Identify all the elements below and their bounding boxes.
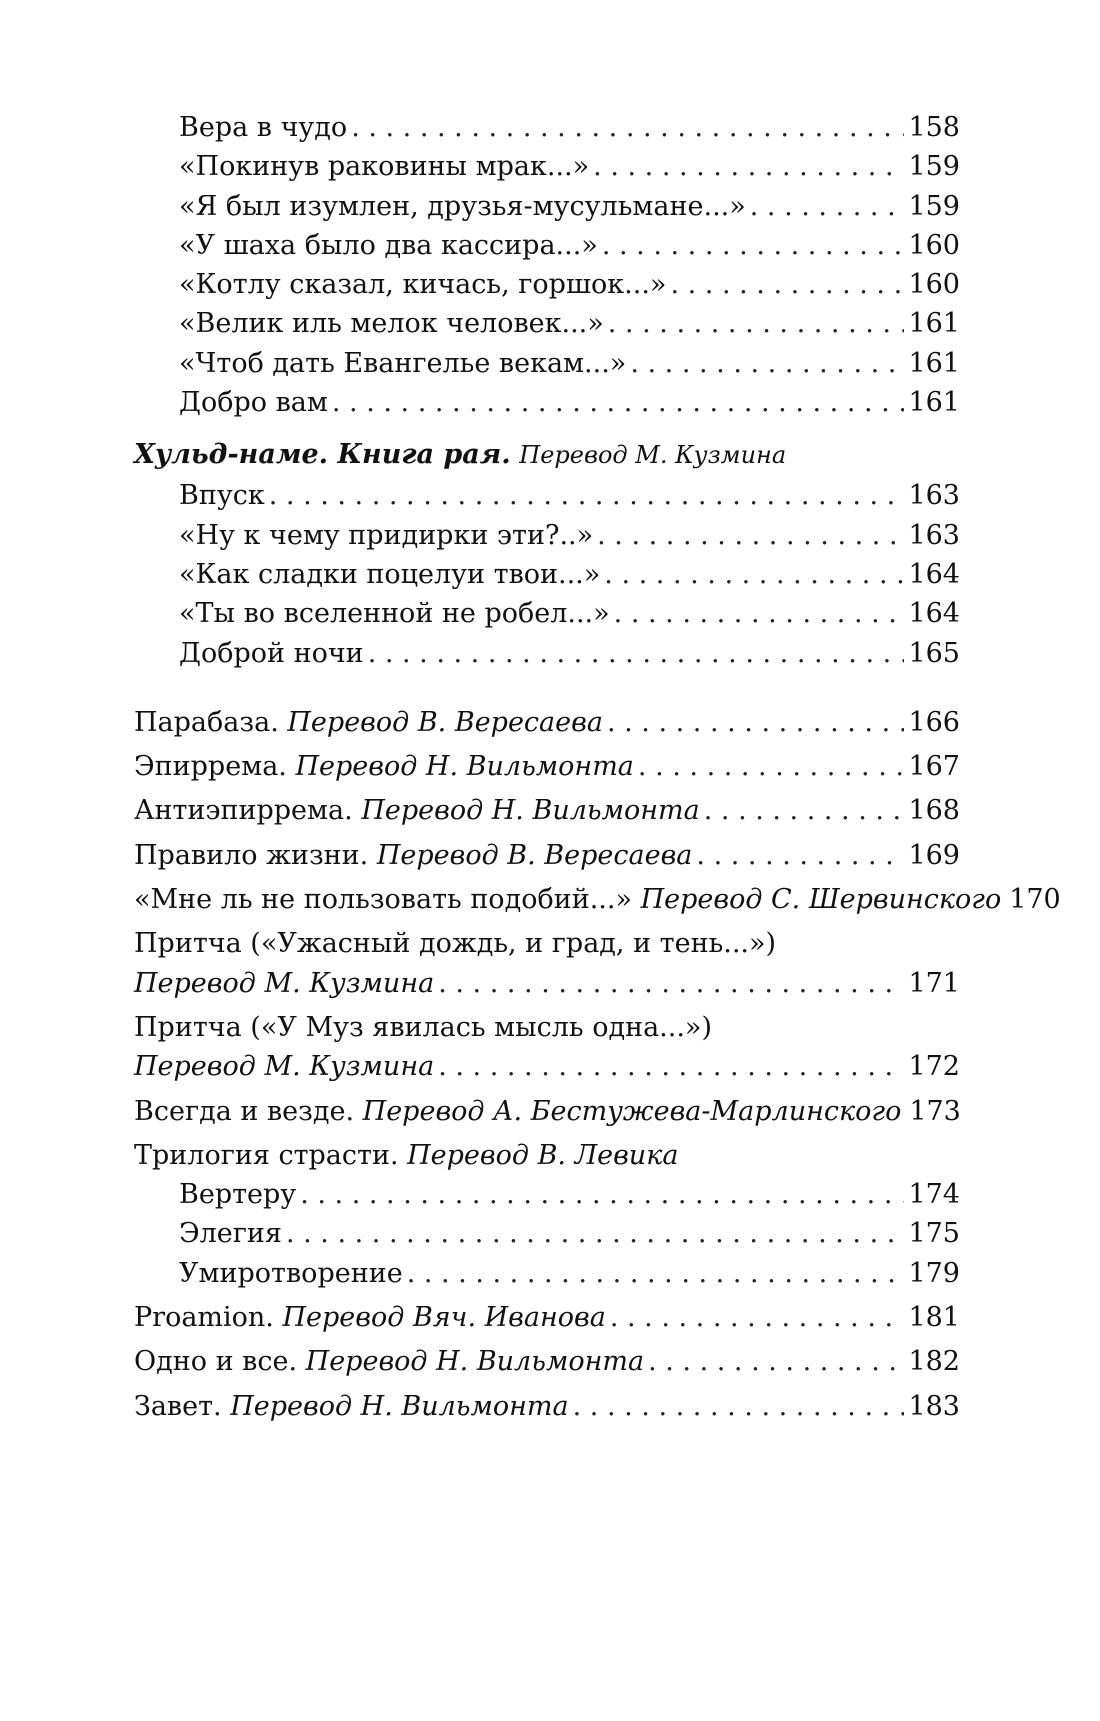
section-title: Хульд-наме. Книга рая. (134, 439, 511, 471)
leader-dots (438, 1047, 904, 1086)
toc-entry-title-line[interactable]: Притча («Ужасный дождь, и град, и тень...») (134, 928, 777, 960)
toc-entry[interactable] (134, 634, 960, 673)
page-number: 158 (908, 112, 960, 143)
toc-entry[interactable] (134, 1047, 960, 1086)
page-number: 159 (908, 190, 960, 222)
entry-title: Вертеру (179, 1179, 297, 1211)
entry-title: Элегия (179, 1218, 282, 1250)
entry-title: «Мне ль не пользовать подобий...» (134, 884, 632, 916)
entry-title: «У шаха было два кассира...» (179, 229, 598, 261)
page-number: 161 (908, 347, 960, 379)
entry-title: Доброй ночи (179, 637, 364, 669)
entry-title: Правило жизни. (134, 839, 369, 871)
leader-dots (750, 187, 905, 226)
toc-entry[interactable] (134, 836, 960, 875)
toc-entry[interactable] (134, 791, 960, 830)
toc-entry[interactable] (134, 147, 960, 186)
toc-entry[interactable] (134, 594, 960, 633)
page-number: 175 (908, 1218, 960, 1250)
page-number: 161 (908, 308, 960, 340)
leader-dots (407, 1254, 905, 1293)
section-title: Трилогия страсти. (134, 1139, 399, 1171)
leader-dots (614, 594, 905, 633)
leader-dots (602, 226, 905, 265)
leader-dots (670, 265, 904, 304)
translator: Перевод Н. Вильмонта (305, 1346, 645, 1378)
page-number: 170 (1009, 884, 1061, 916)
toc-entry[interactable] (134, 304, 960, 343)
toc-entry[interactable] (134, 1092, 960, 1131)
toc-entry-title-line[interactable]: Притча («У Муз явилась мысль одна...») (134, 1011, 712, 1043)
translator: Перевод М. Кузмина (134, 967, 435, 999)
leader-dots (604, 555, 904, 594)
entry-title: «Чтоб дать Евангелье векам...» (179, 347, 627, 379)
leader-dots (438, 964, 904, 1003)
translator: Перевод Н. Вильмонта (295, 751, 634, 783)
translator: Перевод А. Бестужева-Марлинского (362, 1095, 902, 1127)
page-number: 168 (908, 795, 960, 827)
page-number: 161 (908, 387, 960, 419)
leader-dots (593, 147, 904, 186)
entry-title: Эпиррема. (134, 751, 287, 783)
page-number: 172 (908, 1051, 960, 1083)
entry-title: Одно и все. (134, 1346, 298, 1378)
page-number: 166 (908, 706, 960, 738)
entry-title: «Покинув раковины мрак...» (179, 151, 590, 183)
section-heading-khuld (134, 434, 960, 476)
entry-title: Парабаза. (134, 706, 279, 738)
leader-dots (648, 1342, 904, 1381)
page-number: 160 (908, 229, 960, 261)
entry-title: Впуск (179, 480, 265, 512)
leader-dots (696, 836, 904, 875)
page-number: 164 (908, 558, 960, 590)
toc-entry[interactable] (134, 747, 960, 786)
toc-entry[interactable] (134, 1387, 960, 1426)
toc-entry[interactable] (134, 880, 1061, 919)
entry-title: «Ну к чему придирки эти?..» (179, 519, 594, 551)
toc-entry[interactable] (134, 516, 960, 555)
leader-dots (286, 1214, 904, 1253)
page-number: 163 (908, 519, 960, 551)
page-number: 167 (908, 751, 960, 783)
translator: Перевод С. Шервинского (640, 884, 1002, 916)
leader-dots (608, 304, 905, 343)
leader-dots (332, 383, 905, 422)
page-number: 165 (908, 637, 960, 669)
entry-title: Добро вам (179, 387, 328, 419)
entry-title: Завет. (134, 1390, 222, 1422)
leader-dots (269, 476, 905, 515)
page-number: 159 (908, 151, 960, 183)
translator: Перевод В. Вересаева (287, 706, 603, 738)
entry-title: Вера в чудо (179, 112, 348, 143)
toc-entry[interactable] (134, 703, 960, 742)
page-number: 182 (908, 1346, 960, 1378)
entry-title: «Ты во вселенной не робел...» (179, 598, 610, 630)
translator: Перевод Н. Вильмонта (361, 795, 700, 827)
toc-entry[interactable] (134, 344, 960, 383)
toc-entry[interactable] (134, 1254, 960, 1293)
table-of-contents (134, 108, 1061, 1426)
leader-dots (300, 1175, 904, 1214)
page-number: 164 (908, 598, 960, 630)
leader-dots (368, 634, 905, 673)
translator: Перевод Н. Вильмонта (230, 1390, 569, 1422)
entry-title: Всегда и везде. (134, 1095, 355, 1127)
leader-dots (610, 1298, 905, 1337)
entry-title: «Я был изумлен, друзья-мусульмане...» (179, 190, 746, 222)
translator: Перевод Вяч. Иванова (282, 1302, 606, 1334)
leader-dots (630, 344, 904, 383)
translator: Перевод М. Кузмина (519, 441, 787, 470)
leader-dots (607, 703, 905, 742)
toc-entry[interactable] (134, 964, 960, 1003)
page-number: 179 (908, 1257, 960, 1289)
toc-entry[interactable] (134, 187, 960, 226)
leader-dots (704, 791, 905, 830)
toc-entry[interactable] (134, 383, 960, 422)
translator: Перевод В. Вересаева (376, 839, 693, 871)
toc-entry[interactable] (134, 1298, 960, 1337)
toc-entry[interactable] (134, 108, 960, 147)
page-number: 171 (908, 967, 960, 999)
translator: Перевод В. Левика (407, 1139, 679, 1171)
entry-title: «Велик иль мелок человек...» (179, 308, 604, 340)
page-number: 183 (908, 1390, 960, 1422)
page-number: 169 (908, 839, 960, 871)
page-number: 163 (908, 480, 960, 512)
entry-title: Антиэпиррема. (134, 795, 353, 827)
toc-entry[interactable] (134, 226, 960, 265)
section-heading-trilogy[interactable] (134, 1136, 960, 1175)
toc-entry[interactable] (134, 1342, 960, 1381)
entry-title: «Как сладки поцелуи твои...» (179, 558, 601, 590)
leader-dots (638, 747, 905, 786)
toc-entry[interactable] (134, 1214, 960, 1253)
page-number: 181 (908, 1302, 960, 1334)
leader-dots (351, 108, 904, 147)
entry-title: Умиротворение (179, 1257, 403, 1289)
page-number: 160 (908, 269, 960, 301)
translator: Перевод М. Кузмина (134, 1051, 435, 1083)
leader-dots (573, 1387, 905, 1426)
page-number: 173 (909, 1095, 961, 1127)
toc-entry[interactable] (134, 265, 960, 304)
entry-title: Proamion. (134, 1302, 274, 1334)
leader-dots (597, 516, 904, 555)
page-number: 174 (908, 1179, 960, 1211)
entry-title: «Котлу сказал, кичась, горшок...» (179, 269, 667, 301)
toc-entry[interactable] (134, 555, 960, 594)
toc-entry[interactable] (134, 476, 960, 515)
toc-entry[interactable] (134, 1175, 960, 1214)
